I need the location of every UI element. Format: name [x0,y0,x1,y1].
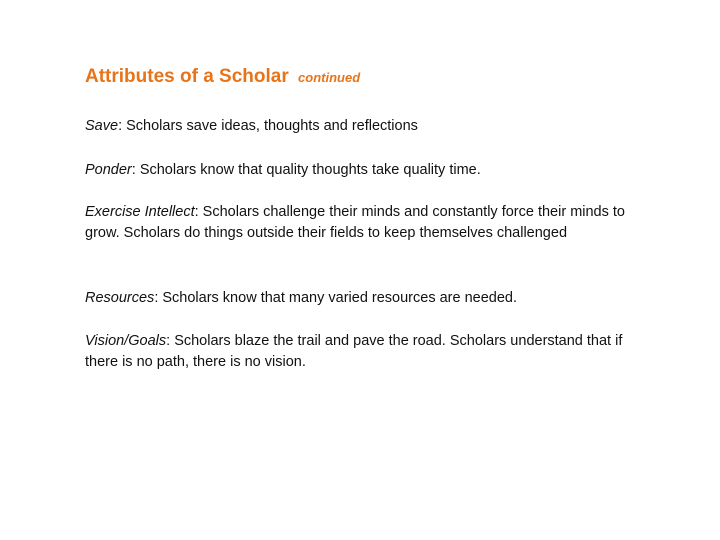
attribute-term: Save [85,118,119,134]
attribute-term: Vision/Goals [85,333,167,349]
attribute-exercise-intellect [85,202,645,244]
attribute-vision-goals [85,331,645,373]
attribute-description: : Scholars know that many varied resources are needed. [154,290,518,306]
title-subtitle: continued [298,70,361,85]
attribute-ponder [85,160,645,181]
attribute-description: : Scholars know that quality thoughts take quality time. [131,162,481,178]
attribute-description: : Scholars challenge their minds and constantly force their minds to grow. Scholars do things outside their fields to keep themselves challenged [85,204,625,241]
attribute-description: : Scholars blaze the trail and pave the road. Scholars understand that if there is no path, there is no vision. [85,333,623,370]
attribute-term: Exercise Intellect [85,204,195,220]
title-main: Attributes of a Scholar [85,66,289,87]
attribute-description: : Scholars save ideas, thoughts and reflections [118,118,418,134]
attribute-save [85,116,645,137]
attribute-term: Resources [85,290,155,306]
slide-title [85,66,360,88]
attribute-resources [85,288,645,309]
attribute-term: Ponder [85,162,132,178]
